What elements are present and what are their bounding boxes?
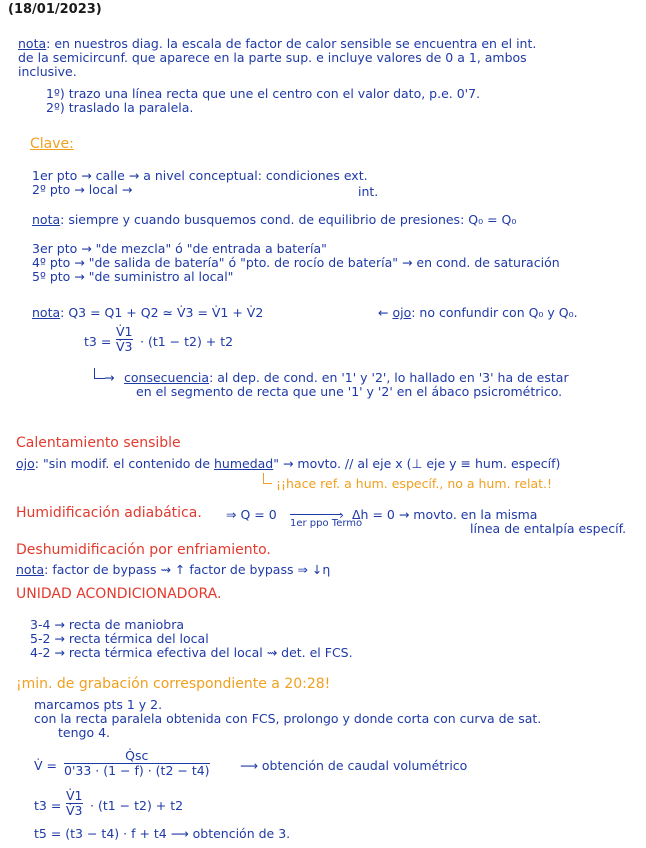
fraction-denominator: V̇3 xyxy=(66,803,83,818)
clave-pt-3: 3er pto → "de mezcla" ó "de entrada a batería" xyxy=(32,241,327,256)
clave-ojo: ← ojo: no confundir con Q₀ y Q₀. xyxy=(378,305,578,320)
deshum-nota xyxy=(16,562,330,577)
deshum-title: Deshumidificación por enfriamiento. xyxy=(16,542,271,558)
unidad-recta-1: 3-4 → recta de maniobra xyxy=(30,617,185,632)
nota-1-line-1 xyxy=(18,36,536,51)
clave-nota-2 xyxy=(32,305,263,320)
nota-1-step-2: 2º) traslado la paralela. xyxy=(46,100,194,115)
humid-title: Humidificación adiabática. xyxy=(16,505,202,521)
nota-label: nota xyxy=(16,562,45,577)
grab-line-1: marcamos pts 1 y 2. xyxy=(34,697,163,712)
clave-pt-5: 5º pto → "de suministro al local" xyxy=(32,269,234,284)
clave-pt-1: 1er pto → calle → a nivel conceptual: condiciones ext. xyxy=(32,168,368,183)
orange-arrow-shape xyxy=(263,473,272,484)
calent-note: ¡¡hace ref. a hum. específ., no a hum. relat.! xyxy=(276,476,553,491)
clave-pt-2-int: int. xyxy=(358,184,379,199)
grab-t3-fraction xyxy=(66,789,83,818)
grab-line-3: tengo 4. xyxy=(58,725,110,740)
grab-v-note: ⟶ obtención de caudal volumétrico xyxy=(240,758,468,773)
grab-t5: t5 = (t3 − t4) · f + t4 ⟶ obtención de 3. xyxy=(34,826,291,841)
consecuencia-line-1: : al dep. de cond. en '1' y '2', lo hallado en '3' ha de estar xyxy=(209,370,569,385)
nota-1-step-1: 1º) trazo una línea recta que une el centro con el valor dato, p.e. 0'7. xyxy=(46,86,481,101)
grab-line-2: con la recta paralela obtenida con FCS, prolongo y donde corta con curva de sat. xyxy=(34,711,542,726)
nota-1-line-3: inclusive. xyxy=(18,64,77,79)
humid-eq-3: línea de entalpía específ. xyxy=(470,521,627,536)
humid-arrow-head: › xyxy=(339,507,344,522)
fraction-numerator: Q̇sc xyxy=(125,748,149,763)
calent-ojo-text-a: : "sin modif. el contenido de xyxy=(34,456,211,471)
grab-v-fraction xyxy=(64,749,210,778)
fraction-denominator: 0'33 · (1 − f) · (t2 − t4) xyxy=(64,763,210,778)
consecuencia-label: consecuencia xyxy=(124,370,210,385)
clave-t3-rest: · (t1 − t2) + t2 xyxy=(140,334,234,349)
clave-nota-2-eq: : Q3 = Q1 + Q2 ≃ V̇3 = V̇1 + V̇2 xyxy=(60,305,264,320)
unidad-recta-2: 5-2 → recta térmica del local xyxy=(30,631,209,646)
nota-label: nota xyxy=(18,36,47,51)
deshum-nota-text: : factor de bypass ⇝ ↑ factor de bypass ⇒ ↓η xyxy=(44,562,331,577)
clave-nota-text: : siempre y cuando busquemos cond. de equilibrio de presiones: Q₀ = Q₀ xyxy=(60,212,517,227)
calent-title: Calentamiento sensible xyxy=(16,435,181,451)
fraction-denominator: V̇3 xyxy=(116,339,133,354)
clave-pt-4: 4º pto → "de salida de batería" ó "pto. de rocío de batería" → en cond. de saturación xyxy=(32,255,560,270)
ojo-label: ojo xyxy=(16,456,35,471)
unidad-recta-3: 4-2 → recta térmica efectiva del local ⇝ det. el FCS. xyxy=(30,645,353,660)
nota-label: nota xyxy=(32,212,61,227)
nota-1-line-2: de la semicircunf. que aparece en la parte sup. e incluye valores de 0 a 1, ambos xyxy=(18,50,527,65)
calent-ojo xyxy=(16,456,560,471)
fraction-numerator: V̇1 xyxy=(66,788,83,803)
humid-arrow-line xyxy=(290,514,342,515)
calent-humedad: humedad xyxy=(214,456,274,471)
grab-t3-rest: · (t1 − t2) + t2 xyxy=(90,798,184,813)
clave-pt-2: 2º pto → local → xyxy=(32,182,133,197)
nota-1-text: : en nuestros diag. la escala de factor de calor sensible se encuentra en el int. xyxy=(46,36,537,51)
humid-eq-1: ⇒ Q = 0 xyxy=(226,507,277,522)
humid-eq-2: Δh = 0 → movto. en la misma xyxy=(352,507,538,522)
clave-consecuencia xyxy=(124,370,569,385)
clave-ojo-text: : no confundir con Q₀ y Q₀. xyxy=(411,305,578,320)
clave-t3-fraction xyxy=(116,325,133,354)
fraction-numerator: V̇1 xyxy=(116,324,133,339)
grab-v-lhs: V̇ = xyxy=(34,758,57,773)
consecuencia-line-2: en el segmento de recta que une '1' y '2' en el ábaco psicrométrico. xyxy=(136,384,563,399)
grab-t3-lhs: t3 = xyxy=(34,798,62,813)
date: (18/01/2023) xyxy=(8,2,102,17)
unidad-title: UNIDAD ACONDICIONADORA. xyxy=(16,586,222,602)
humid-eq-small: 1er ppo Termo xyxy=(290,518,363,529)
clave-t3-lhs: t3 = xyxy=(84,334,112,349)
arrow-head: → xyxy=(104,370,115,385)
clave-nota xyxy=(32,212,516,227)
calent-ojo-text-c: " → movto. // al eje x (⊥ eje y ≡ hum. específ) xyxy=(273,456,561,471)
ojo-label: ojo xyxy=(392,305,412,320)
clave-title: Clave: xyxy=(30,136,74,152)
nota-label: nota xyxy=(32,305,61,320)
grab-title: ¡min. de grabación correspondiente a 20:28! xyxy=(16,676,331,692)
